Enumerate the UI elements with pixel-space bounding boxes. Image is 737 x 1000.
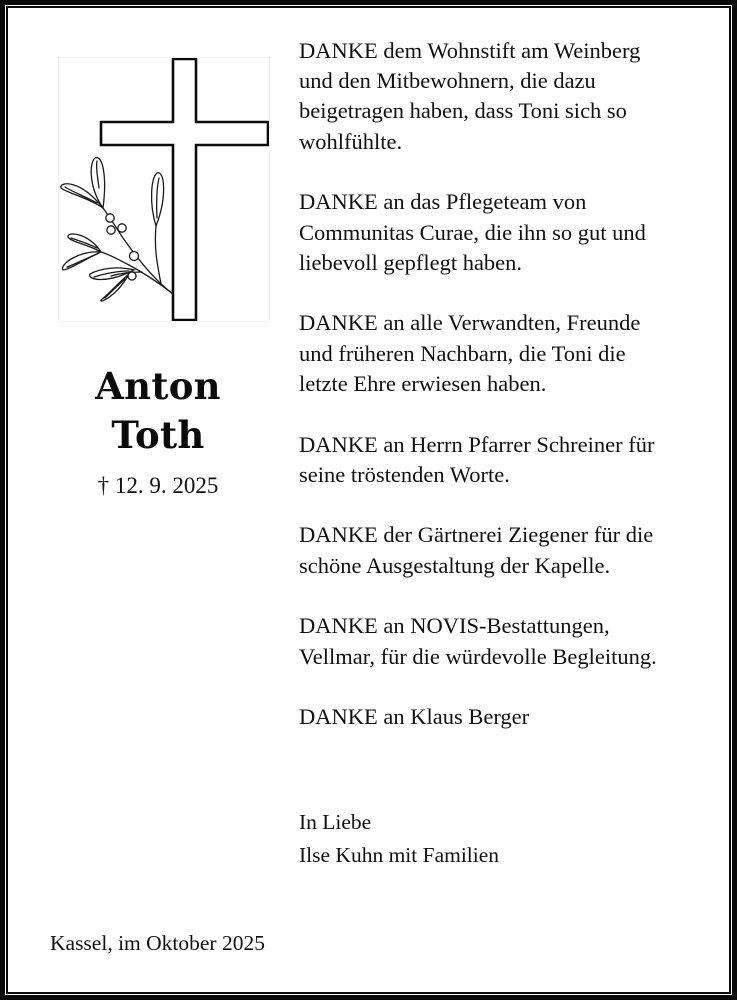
thanks-paragraph-pfarrer: [299, 430, 719, 490]
thanks-paragraph-verwandte: [299, 308, 719, 399]
thanks-line: schöne Ausgestaltung der Kapelle.: [299, 552, 611, 578]
thanks-line: DANKE an das Pflegeteam von: [299, 189, 587, 215]
thanks-line: und den Mitbewohnern, die dazu: [299, 68, 596, 94]
thanks-line: beigetragen haben, dass Toni sich so: [299, 98, 627, 124]
thanks-line: wohlfühlte.: [299, 128, 403, 154]
thanks-line: DANKE der Gärtnerei Ziegener für die: [299, 522, 654, 548]
thanks-line: DANKE an Klaus Berger: [299, 704, 530, 730]
deceased-first-name: Anton: [95, 364, 221, 408]
thanks-list: [299, 36, 719, 763]
thanks-line: liebevoll gepflegt haben.: [299, 249, 523, 275]
death-date: † 12. 9. 2025: [97, 473, 219, 498]
place-date: Kassel, im Oktober 2025: [50, 931, 265, 955]
thanks-paragraph-wohnstift: [299, 36, 719, 157]
closing-signature: [299, 806, 499, 871]
thanks-line: Communitas Curae, die ihn so gut und: [299, 219, 646, 245]
closing-salutation: In Liebe: [299, 810, 372, 834]
cross-with-olive-branch-icon: [59, 58, 269, 321]
thanks-line: DANKE an alle Verwandten, Freunde: [299, 310, 641, 336]
thanks-paragraph-gaertnerei: [299, 520, 719, 580]
cross-image: [59, 58, 269, 321]
thanks-line: seine tröstenden Worte.: [299, 461, 510, 487]
thanks-line: letzte Ehre erwiesen haben.: [299, 370, 547, 396]
closing-signatory: Ilse Kuhn mit Familien: [299, 842, 500, 867]
thanks-line: DANKE dem Wohnstift am Weinberg: [299, 38, 641, 63]
deceased-last-name: Toth: [111, 413, 205, 457]
thanks-line: DANKE an NOVIS-Bestattungen,: [299, 613, 610, 639]
thanks-line: und früheren Nachbarn, die Toni die: [299, 340, 626, 366]
thanks-line: DANKE an Herrn Pfarrer Schreiner für: [299, 431, 655, 457]
thanks-paragraph-pflegeteam: [299, 187, 719, 278]
thanks-paragraph-bestattungen: [299, 611, 719, 671]
deceased-info: [40, 362, 276, 501]
thanks-paragraph-berger: [299, 702, 719, 732]
thanks-line: Vellmar, für die würdevolle Begleitung.: [299, 643, 657, 669]
